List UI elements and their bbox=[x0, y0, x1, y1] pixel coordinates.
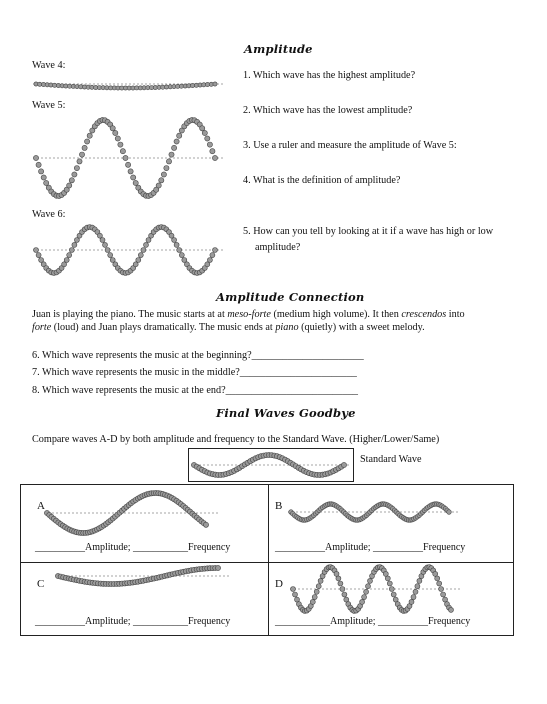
amplitude-title: Amplitude bbox=[244, 42, 313, 56]
wave-dot bbox=[161, 172, 166, 177]
wave-dot bbox=[366, 584, 371, 589]
wave-5-graphic bbox=[33, 118, 223, 198]
cell-d-wave bbox=[290, 564, 460, 614]
wave-dot bbox=[138, 253, 143, 258]
wave-dot bbox=[110, 126, 115, 131]
wave-dot bbox=[336, 576, 341, 581]
wave-dot bbox=[69, 248, 74, 253]
wave-dot bbox=[85, 139, 90, 144]
wave-dot bbox=[79, 152, 84, 157]
wave-dot bbox=[118, 142, 123, 147]
wave-dot bbox=[413, 589, 418, 594]
wave-dot bbox=[41, 175, 46, 180]
paragraph-text: (quietly) with a sweet melody. bbox=[298, 322, 425, 333]
wave-dot bbox=[115, 136, 120, 141]
term-crescendos: crescendos bbox=[401, 309, 447, 320]
wave-dot bbox=[120, 149, 125, 154]
wave-dot bbox=[212, 155, 217, 160]
wave-dot bbox=[113, 130, 118, 135]
wave-dot bbox=[72, 242, 77, 247]
wave-6-label: Wave 6: bbox=[32, 209, 66, 220]
wave-dot bbox=[172, 145, 177, 150]
term-forte: forte bbox=[32, 322, 52, 333]
wave-dot bbox=[364, 589, 369, 594]
wave-dot bbox=[169, 152, 174, 157]
wave-dot bbox=[166, 159, 171, 164]
wave-dot bbox=[213, 248, 218, 253]
cell-b-letter: B bbox=[275, 500, 283, 512]
paragraph-text: (medium high volume). It then bbox=[270, 309, 402, 320]
wave-dot bbox=[128, 169, 133, 174]
grid-divider-horizontal bbox=[20, 562, 513, 563]
wave-dot bbox=[213, 82, 217, 86]
wave-dot bbox=[415, 584, 420, 589]
wave-dot bbox=[164, 166, 169, 171]
wave-dot bbox=[136, 258, 141, 263]
question-4: 4. What is the definition of amplitude? bbox=[243, 175, 401, 186]
cell-c-answer-line: __________Amplitude; ___________Frequency bbox=[35, 616, 231, 627]
wave-dot bbox=[387, 581, 392, 586]
wave-dot bbox=[33, 155, 38, 160]
wave-dot bbox=[389, 587, 394, 592]
wave-dot bbox=[174, 139, 179, 144]
wave-dot bbox=[72, 172, 77, 177]
term-meso-forte: meso-forte bbox=[227, 309, 271, 320]
wave-dot bbox=[314, 589, 319, 594]
wave-dot bbox=[210, 149, 215, 154]
wave-dot bbox=[417, 578, 422, 583]
wave-5-label: Wave 5: bbox=[32, 100, 66, 111]
wave-dot bbox=[64, 258, 69, 263]
wave-dot bbox=[103, 242, 108, 247]
wave-dot bbox=[44, 180, 49, 185]
wave-dot bbox=[133, 180, 138, 185]
cell-b-wave bbox=[288, 500, 458, 524]
wave-dot bbox=[69, 178, 74, 183]
standard-wave-box bbox=[188, 448, 354, 482]
wave-dot bbox=[141, 248, 146, 253]
grid-divider-vertical bbox=[268, 484, 269, 635]
question-1: 1. Which wave has the highest amplitude? bbox=[243, 70, 416, 81]
wave-dot bbox=[87, 133, 92, 138]
wave-dot bbox=[67, 253, 72, 258]
wave-dot bbox=[368, 578, 373, 583]
wave-dot bbox=[131, 175, 136, 180]
wave-dot bbox=[207, 142, 212, 147]
wave-dot bbox=[447, 510, 452, 515]
cell-a-letter: A bbox=[37, 500, 45, 512]
question-7: 7. Which wave represents the music in the middle?_______________________ bbox=[32, 367, 357, 378]
wave-dot bbox=[318, 578, 323, 583]
wave-dot bbox=[179, 253, 184, 258]
wave-dot bbox=[316, 584, 321, 589]
wave-dot bbox=[340, 587, 345, 592]
connection-paragraph-line-1 bbox=[32, 308, 465, 321]
wave-dot bbox=[439, 587, 444, 592]
wave-dot bbox=[77, 159, 82, 164]
wave-dot bbox=[437, 581, 442, 586]
wave-dot bbox=[293, 592, 298, 597]
wave-dot bbox=[200, 126, 205, 131]
wave-dot bbox=[39, 169, 44, 174]
wave-4-graphic bbox=[33, 74, 223, 94]
standard-wave-graphic bbox=[191, 451, 351, 479]
connection-paragraph-line-2 bbox=[32, 321, 425, 334]
question-5-continued: amplitude? bbox=[255, 242, 301, 253]
final-instruction: Compare waves A-D by both amplitude and frequency to the Standard Wave. (Higher/Lower/Same) bbox=[32, 434, 440, 445]
wave-dot bbox=[312, 595, 317, 600]
wave-dot bbox=[435, 576, 440, 581]
final-title: Final Waves Goodbye bbox=[216, 406, 356, 420]
wave-dot bbox=[123, 155, 128, 160]
wave-dot bbox=[82, 145, 87, 150]
wave-dot bbox=[100, 238, 105, 243]
question-3: 3. Use a ruler and measure the amplitude of Wave 5: bbox=[243, 140, 457, 151]
wave-dot bbox=[202, 130, 207, 135]
wave-dot bbox=[360, 599, 365, 604]
wave-dot bbox=[342, 592, 347, 597]
wave-dot bbox=[385, 576, 390, 581]
wave-dot bbox=[203, 522, 208, 527]
wave-dot bbox=[362, 595, 367, 600]
wave-dot bbox=[172, 238, 177, 243]
connection-title: Amplitude Connection bbox=[216, 290, 365, 304]
term-piano: piano bbox=[275, 322, 299, 333]
wave-dot bbox=[411, 595, 416, 600]
wave-4-label: Wave 4: bbox=[32, 60, 66, 71]
paragraph-text: into bbox=[446, 309, 465, 320]
wave-dot bbox=[338, 581, 343, 586]
wave-dot bbox=[36, 162, 41, 167]
wave-dot bbox=[391, 592, 396, 597]
wave-dot bbox=[105, 248, 110, 253]
wave-dot bbox=[210, 253, 215, 258]
wave-dot bbox=[36, 253, 41, 258]
cell-b-answer-line: __________Amplitude; __________Frequency bbox=[275, 542, 466, 553]
wave-dot bbox=[34, 248, 39, 253]
wave-dot bbox=[67, 183, 72, 188]
wave-dot bbox=[108, 253, 113, 258]
wave-dot bbox=[215, 565, 220, 570]
wave-dot bbox=[409, 599, 414, 604]
wave-dot bbox=[310, 599, 315, 604]
paragraph-text: Juan is playing the piano. The music starts at at bbox=[32, 309, 228, 320]
wave-dot bbox=[205, 136, 210, 141]
wave-dot bbox=[144, 242, 149, 247]
question-2: 2. Which wave has the lowest amplitude? bbox=[243, 105, 413, 116]
cell-a-answer-line: __________Amplitude; ___________Frequency bbox=[35, 542, 231, 553]
cell-d-letter: D bbox=[275, 578, 283, 590]
wave-dot bbox=[291, 587, 296, 592]
cell-c-letter: C bbox=[37, 578, 45, 590]
cell-d-answer-line: ___________Amplitude; __________Frequency bbox=[275, 616, 471, 627]
wave-6-graphic bbox=[33, 223, 223, 277]
wave-dot bbox=[156, 183, 161, 188]
question-6: 6. Which wave represents the music at the beginning?______________________ bbox=[32, 350, 364, 361]
wave-dot bbox=[441, 592, 446, 597]
wave-dot bbox=[177, 248, 182, 253]
cell-a-wave bbox=[44, 490, 219, 536]
paragraph-text: (loud) and Juan plays dramatically. The music ends at bbox=[51, 322, 276, 333]
wave-dot bbox=[159, 178, 164, 183]
question-8: 8. Which wave represents the music at the end?__________________________ bbox=[32, 385, 359, 396]
wave-dot bbox=[341, 462, 346, 467]
cell-c-wave bbox=[55, 564, 230, 588]
wave-dot bbox=[126, 162, 131, 167]
wave-dot bbox=[74, 166, 79, 171]
question-5: 5. How can you tell by looking at it if a wave has high or low bbox=[243, 226, 494, 237]
wave-dot bbox=[177, 133, 182, 138]
wave-dot bbox=[449, 607, 454, 612]
wave-dot bbox=[207, 258, 212, 263]
standard-wave-label: Standard Wave bbox=[360, 454, 422, 465]
wave-dot bbox=[174, 242, 179, 247]
